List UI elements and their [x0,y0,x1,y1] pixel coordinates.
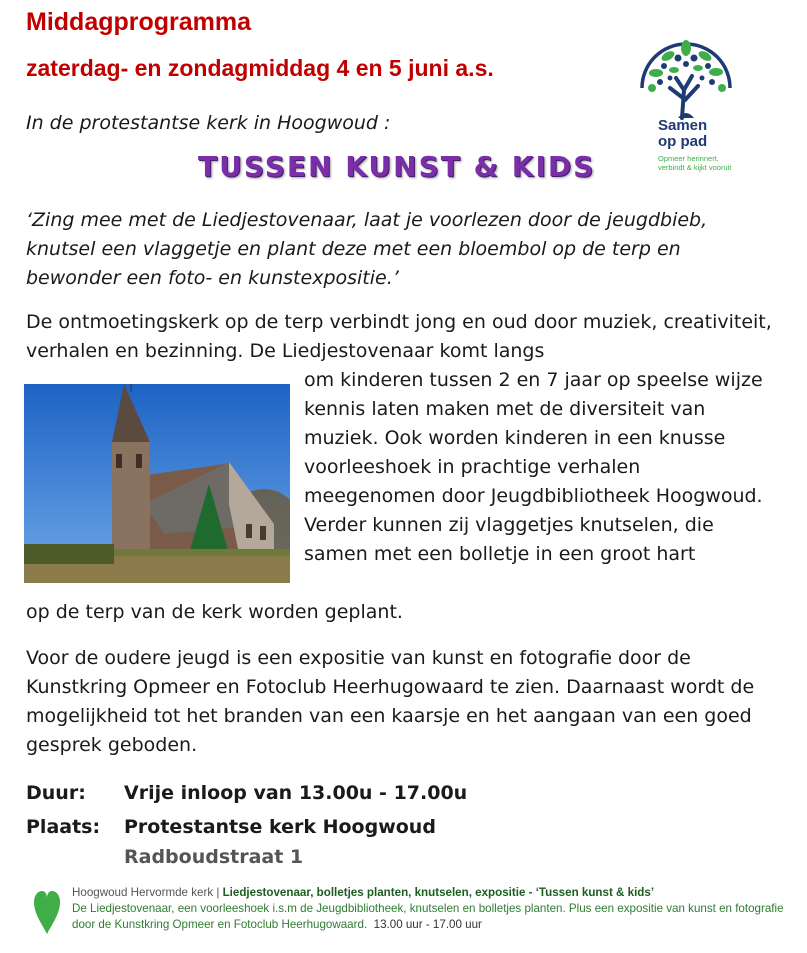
location-value: Protestantse kerk Hoogwoud [124,816,436,838]
paragraph-activities-end: op de terp van de kerk worden geplant. [26,601,403,623]
paragraph-intro: De ontmoetingskerk op de terp verbindt jong en oud door muziek, creativiteit, verhalen en bezinning. De Liedjestovenaar komt langs [26,311,772,362]
samen-op-pad-logo [630,28,742,178]
event-dates: zaterdag- en zondagmiddag 4 en 5 juni a.s. [26,55,494,81]
logo-word-samen: Samen [658,117,708,134]
duration-label: Duur: [26,782,86,804]
address-value: Radboudstraat 1 [124,846,304,868]
footer-title: Liedjestovenaar, bolletjes planten, knutselen, expositie - ‘Tussen kunst & kids’ [222,886,655,899]
footer-location: Hoogwoud Hervormde kerk | [72,886,220,899]
intro-text: In de protestantse kerk in Hoogwoud : [26,112,391,134]
church-photo [24,384,290,583]
logo-tagline-2: verbindt & kijkt vooruit [658,163,732,172]
logo-word-op-pad: op pad [658,133,708,150]
event-quote: ‘Zing mee met de Liedjestovenaar, laat je voorlezen door de jeugdbieb, knutsel een vlaggetje en plant deze met een bloembol op de terp en bewonder een foto- en kunstexpositie.’ [26,209,708,289]
page-title: Middagprogramma [26,8,252,36]
footer-summary [72,885,792,933]
paragraph-activities: om kinderen tussen 2 en 7 jaar op speelse wijze kennis laten maken met de diversiteit van muziek. Ook worden kinderen in een knusse voorleeshoek in prachtige verhalen meegenomen door Jeugdbibliotheek Hoogwoud. Verder kunnen zij vlaggetjes knutselen, die samen met een bolletje in een groot hart [304,369,763,565]
paragraph-exhibition: Voor de oudere jeugd is een expositie van kunst en fotografie door de Kunstkring Opmeer en Fotoclub Heerhugowaard te zien. Daarnaast wordt de mogelijkheid tot het branden van een kaarsje en het aangaan van een goed gesprek geboden. [26,647,755,756]
footer-detail: De Liedjestovenaar, een voorleeshoek i.s.m de Jeugdbibliotheek, knutselen en bolletjes planten. Plus een expositie van kunst en fotografie door de Kunstkring Opmeer en Fotoclub Heerhugowaard. [72,902,784,931]
heart-icon [34,890,60,934]
event-headline: TUSSEN KUNST & KIDS [198,150,596,183]
logo-tagline-1: Opmeer herinnert, [658,154,719,163]
duration-value: Vrije inloop van 13.00u - 17.00u [124,782,468,804]
footer-time: 13.00 uur - 17.00 uur [373,918,482,931]
location-label: Plaats: [26,816,101,838]
